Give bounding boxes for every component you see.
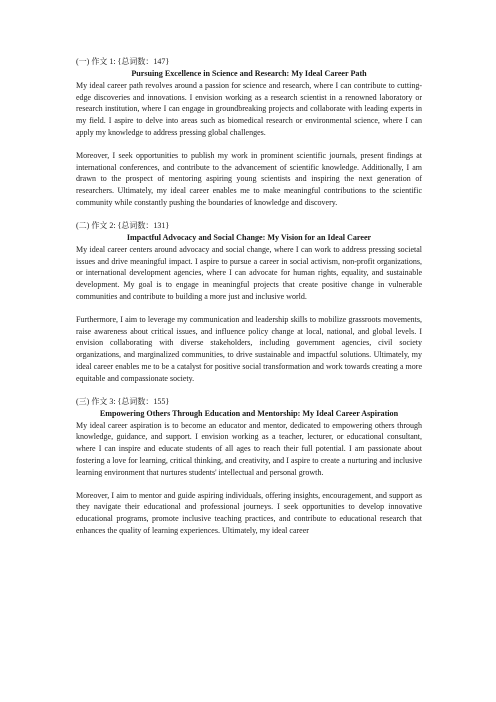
essay-title: Empowering Others Through Education and Mentorship: My Ideal Career Aspiration bbox=[99, 408, 399, 418]
essay-2 bbox=[76, 220, 422, 384]
document-page bbox=[76, 56, 422, 537]
essay-paragraph: My ideal career aspiration is to become an educator and mentor, dedicated to empowering others through knowledge, guidance, and support. I envision working as a teacher, lecturer, or educational consultant, where I can inspire and educate students of all ages to reach their full potential. I am passionate about fostering a love for learning, critical thinking, and creativity, and I aspire to create a nurturing and inclusive learning environment that nurtures students' intellectual and personal growth. bbox=[76, 420, 422, 477]
essay-3 bbox=[76, 396, 422, 537]
essay-paragraph: My ideal career path revolves around a passion for science and research, where I can contribute to cutting-edge discoveries and innovations. I envision working as a research scientist in a renowned laboratory or research institution, where I can engage in groundbreaking projects and collaborate with leading experts in my field. I aspire to delve into areas such as biomedical research or environmental science, where I can apply my knowledge to address pressing global challenges. bbox=[76, 81, 422, 137]
essay-paragraph: Moreover, I seek opportunities to publish my work in prominent scientific journals, present findings at international conferences, and contribute to the advancement of scientific knowledge. Additionally, I am drawn to the prospect of mentoring aspiring young scientists and inspiring the next generation of researchers. Ultimately, my ideal career enables me to make meaningful contributions to the scientific community while constantly pushing the boundaries of knowledge and discovery. bbox=[76, 151, 422, 207]
essay-heading: (二) 作文 2: {总词数：131} bbox=[76, 221, 170, 231]
essay-title: Impactful Advocacy and Social Change: My Vision for an Ideal Career bbox=[126, 233, 372, 243]
essay-1 bbox=[76, 56, 422, 209]
essay-paragraph: Furthermore, I aim to leverage my communication and leadership skills to mobilize grassroots movements, raise awareness about critical issues, and influence policy change at local, national, and global levels. I envision collaborating with diverse stakeholders, including government agencies, civil society organizations, and marginalized communities, to drive sustainable and impactful solutions. Ultimately, my ideal career enables me to be a catalyst for positive social transformation and work towards creating a more equitable and compassionate society. bbox=[76, 315, 422, 383]
essay-heading: (三) 作文 3: {总词数：155} bbox=[76, 396, 170, 406]
essay-paragraph: Moreover, I aim to mentor and guide aspiring individuals, offering insights, encouragement, and support as they navigate their educational and professional journeys. I seek opportunities to develop innovative educational programs, promote inclusive teaching practices, and contribute to educational research that enhances the quality of learning experiences. Ultimately, my ideal career bbox=[76, 490, 422, 535]
essay-title: Pursuing Excellence in Science and Research: My Ideal Career Path bbox=[131, 69, 367, 78]
essay-paragraph: My ideal career centers around advocacy and social change, where I can work to address pressing societal issues and drive meaningful impact. I aspire to pursue a career in social activism, non-profit organizations, or international development agencies, where I can advocate for human rights, equality, and sustainable development. My goal is to engage in meaningful projects that create positive change in vulnerable communities and contribute to building a more just and inclusive world. bbox=[76, 245, 422, 301]
essay-heading: (一) 作文 1: {总词数：147} bbox=[76, 57, 170, 66]
